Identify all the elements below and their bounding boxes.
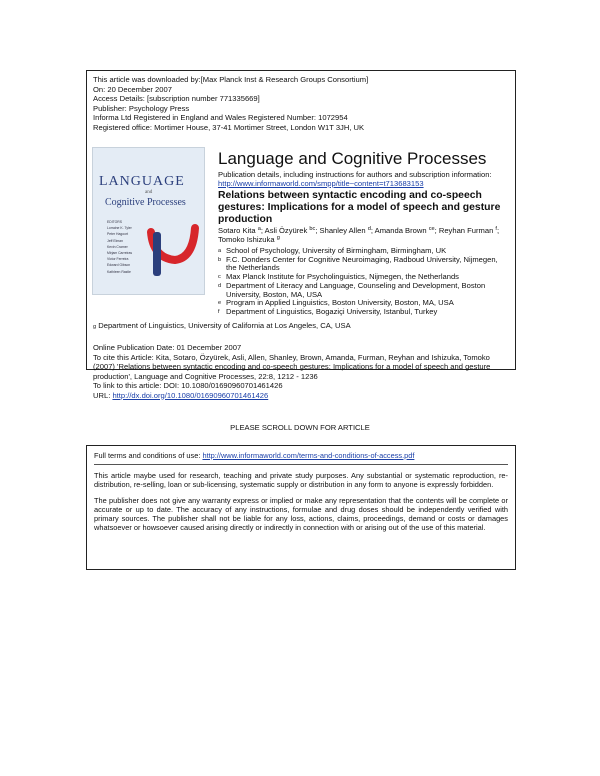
cover-editor: Kevin Cramer <box>107 244 128 249</box>
author-sup: bc <box>309 226 316 232</box>
url-line <box>93 391 513 401</box>
affiliation-label: e <box>218 300 222 307</box>
author-name: Asli Özyürek <box>264 226 308 235</box>
cover-editors <box>107 219 132 275</box>
publication-details <box>218 171 492 188</box>
doi-url-link[interactable]: http://dx.doi.org/10.1080/01690960701461426 <box>112 390 269 400</box>
cover-editor: Victor Ferreira <box>107 257 129 262</box>
cover-editor: Lorraine K. Tyler <box>107 226 132 231</box>
cover-editors-heading: EDITORS <box>107 220 123 224</box>
citation-block <box>93 343 513 400</box>
cover-title-line1: LANGUAGE <box>99 174 185 189</box>
affiliation-item <box>93 321 351 332</box>
author-sup: g <box>276 234 280 241</box>
download-info <box>93 75 368 133</box>
affiliation-label: c <box>218 274 221 281</box>
terms-url-link[interactable]: http://www.informaworld.com/terms-and-conditions-of-access.pdf <box>202 451 415 460</box>
download-line: Access Details: [subscription number 771335669] <box>93 94 260 104</box>
terms-label: Full terms and conditions of use: <box>94 451 201 460</box>
terms-header <box>94 451 508 460</box>
author-name: Shanley Allen <box>319 226 366 235</box>
article-title: Relations between syntactic encoding and co-speech gestures: Implications for a model of speech and gesture production <box>218 190 501 225</box>
terms-divider <box>94 464 508 465</box>
affiliation-list <box>218 247 510 317</box>
author-sup: a <box>257 226 261 232</box>
affiliation-label: b <box>218 256 222 263</box>
terms-paragraph: The publisher does not give any warranty express or implied or make any representation that the contents will be complete or accurate or up to date. The accuracy of any instructions, formulae and drug doses should be independently verified with primary sources. The publisher shall not be liable for any loss, actions, claims, proceedings, demand or costs or damages whatsoever or howsoever caused arising directly or indirectly in connection with or arising out of the use of this material. <box>94 495 508 533</box>
cover-title-line2: Cognitive Processes <box>105 197 186 208</box>
online-publication-date: Online Publication Date: 01 December 2007 <box>93 343 242 352</box>
cover-editor: Jeff Elman <box>107 238 123 243</box>
terms-box <box>86 445 516 570</box>
cover-blue-bar <box>153 232 161 276</box>
affiliation-label: f <box>218 308 220 315</box>
citation-text: To cite this Article: Kita, Sotaro, Özyürek, Asli, Allen, Shanley, Brown, Amanda, Furman, Reyhan and Ishizuka, Tomoko (2007) 'Relations between syntactic encoding and co-speech gestures: Implications for a model of speech and gesture production', Language and Cognitive Processes, 22:8, 1212 - 1236 <box>93 352 491 381</box>
affiliation-label: a <box>218 248 222 254</box>
url-label: URL: <box>93 390 111 400</box>
scroll-notice: PLEASE SCROLL DOWN FOR ARTICLE <box>230 423 370 432</box>
affiliation-item <box>218 308 510 317</box>
terms-paragraph: This article maybe used for research, teaching and private study purposes. Any substantial or systematic reproduction, re-distribution, re-selling, loan or sub-licensing, systematic supply or distribution in any form to anyone is expressly forbidden. <box>94 471 508 490</box>
author-name: Reyhan Furman <box>438 226 494 235</box>
download-line: Informa Ltd Registered in England and Wales Registered Number: 1072954 <box>93 113 348 123</box>
doi-link-text: To link to this article: DOI: 10.1080/01690960701461426 <box>93 381 283 390</box>
author-name: Tomoko Ishizuka <box>218 234 275 244</box>
affiliation-item <box>218 282 510 299</box>
author-sup: ce <box>428 226 435 232</box>
cover-editor: Mirjam Carreiras <box>107 251 133 256</box>
download-line: Registered office: Mortimer House, 37-41 Mortimer Street, London W1T 3JH, UK <box>93 122 365 132</box>
affiliation-text: Department of Linguistics, Bogaziçi University, Istanbul, Turkey <box>226 306 438 316</box>
journal-url-link[interactable]: http://www.informaworld.com/smpp/title~content=t713683153 <box>218 178 424 188</box>
journal-cover <box>92 147 205 295</box>
author-sup: f <box>495 226 497 232</box>
affiliation-text: Max Planck Institute for Psycholinguistics, Nijmegen, the Netherlands <box>226 272 459 282</box>
affiliation-text: Program in Applied Linguistics, Boston University, Boston, MA, USA <box>226 298 454 308</box>
download-line: On: 20 December 2007 <box>93 84 172 94</box>
affiliation-text: F.C. Donders Center for Cognitive Neuroimaging, Radboud University, Nijmegen, the Netherlands <box>226 254 498 273</box>
author-sup: d <box>367 226 371 232</box>
author-name: Amanda Brown <box>374 226 427 235</box>
journal-title: Language and Cognitive Processes <box>218 149 487 168</box>
affiliation-text: School of Psychology, University of Birmingham, Birmingham, UK <box>226 246 447 255</box>
affiliation-text: Department of Linguistics, University of California at Los Angeles, CA, USA <box>98 321 351 330</box>
cover-editor: Peter Hagoort <box>107 232 129 237</box>
author-name: Sotaro Kita <box>218 226 256 235</box>
cover-editor: Edward Gibson <box>107 263 131 268</box>
affiliation-label: d <box>218 282 222 289</box>
affiliation-text: Department of Literacy and Language, Counseling and Development, Boston University, Boston, MA, USA <box>226 280 486 299</box>
download-line: This article was downloaded by:[Max Planck Inst & Research Groups Consortium] <box>93 75 369 84</box>
cover-title-and: and <box>145 190 153 195</box>
author-list: Sotaro Kita $^a$; Asli Özyürek $^{bc}$; Shanley Allen $^d$; Amanda Brown $^{ce}$; Reyhan Furman $^f$; Tomoko Ishizuka $^g$ <box>218 226 500 244</box>
publication-details-text: Publication details, including instructions for authors and subscription information: <box>218 170 492 179</box>
cover-editor: Kathleen Rastle <box>107 269 131 274</box>
affiliation-label: g <box>93 324 97 330</box>
affiliation-item <box>218 256 510 273</box>
download-line: Publisher: Psychology Press <box>93 103 190 113</box>
